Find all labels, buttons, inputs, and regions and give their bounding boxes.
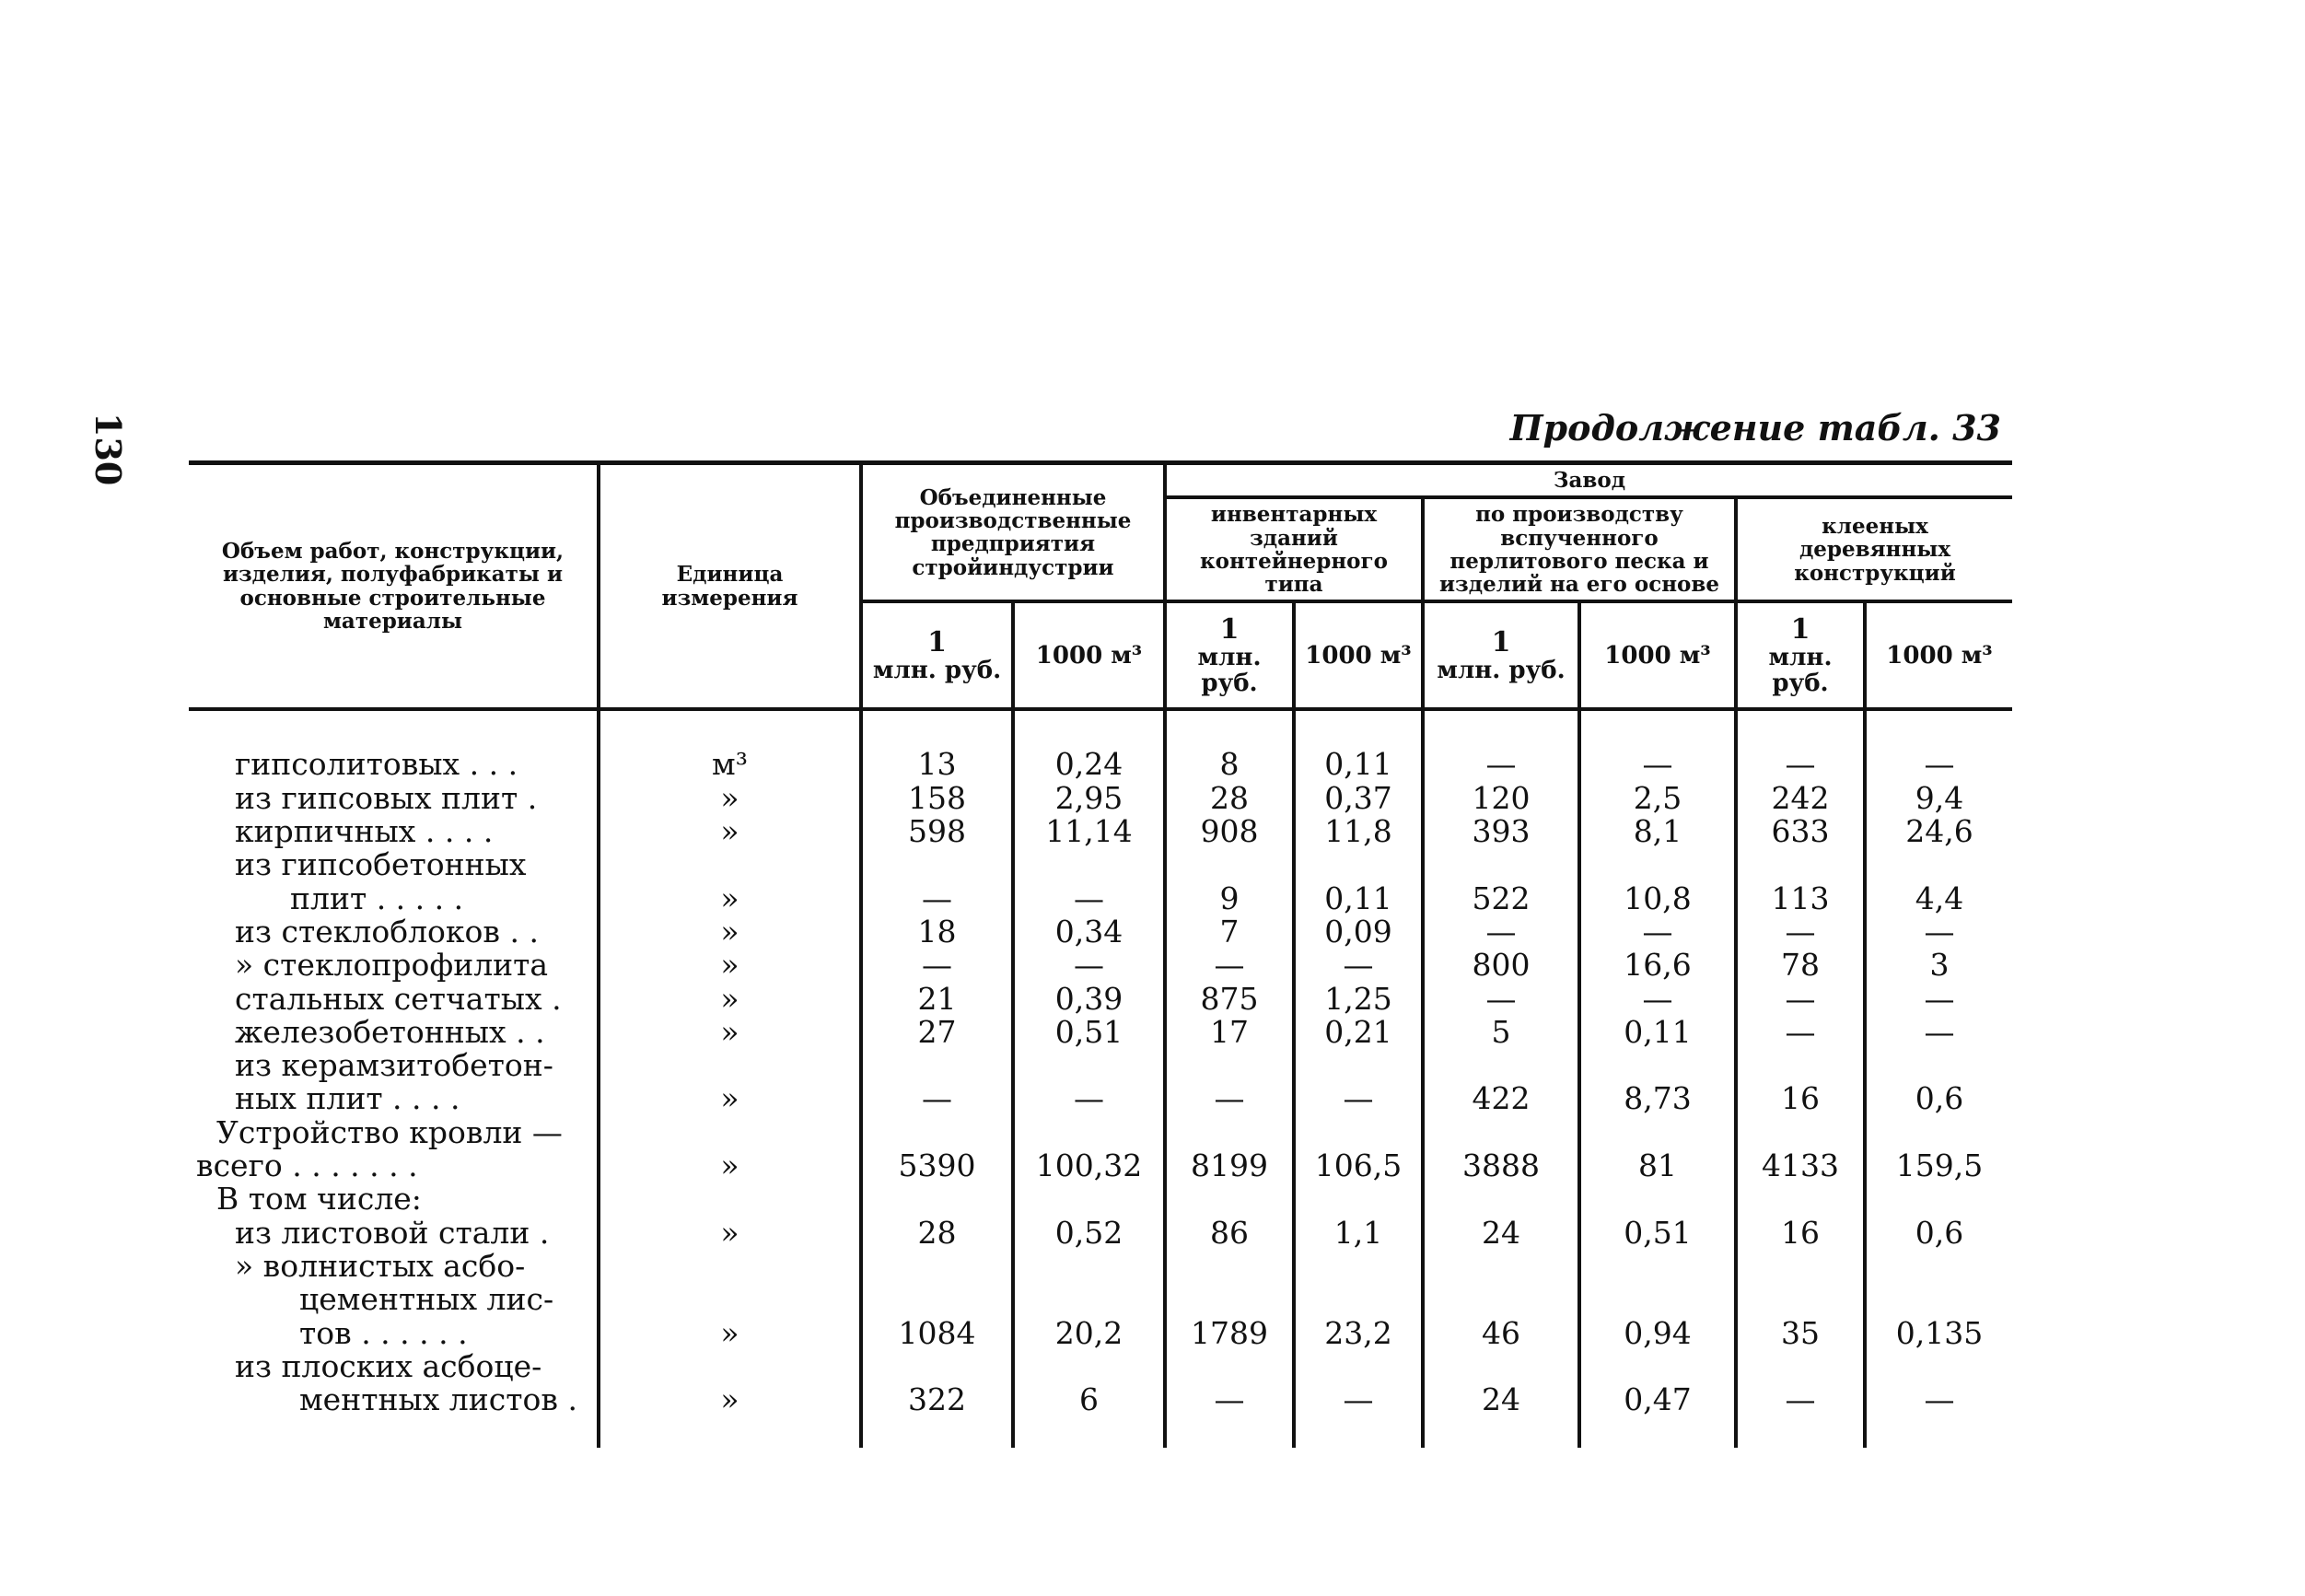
table-row xyxy=(189,882,2012,915)
cell-inventory-volume: 0,11 xyxy=(1294,709,1423,781)
cell-glued-volume: — xyxy=(1865,915,2012,949)
cell-perlite-volume: 8,1 xyxy=(1579,815,1736,848)
cell-united-volume: 20,2 xyxy=(1013,1317,1165,1350)
cell-inventory-money: 86 xyxy=(1165,1217,1294,1250)
cell-united-money: — xyxy=(861,882,1013,915)
cell-perlite-volume xyxy=(1579,1283,1736,1316)
cell-glued-money: 633 xyxy=(1736,815,1865,848)
cell-perlite-money: 393 xyxy=(1423,815,1579,848)
cell-inventory-volume: 0,21 xyxy=(1294,1016,1423,1049)
cell-unit xyxy=(599,848,861,881)
cell-inventory-money: 8199 xyxy=(1165,1149,1294,1182)
header-plant-inventory-buildings: инвентарных зданий контейнерного типа xyxy=(1165,497,1423,601)
cell-item-name: ментных листов . xyxy=(189,1383,599,1448)
cell-inventory-volume: 11,8 xyxy=(1294,815,1423,848)
cell-perlite-money: 3888 xyxy=(1423,1149,1579,1182)
cell-perlite-volume: 0,11 xyxy=(1579,1016,1736,1049)
cell-inventory-money xyxy=(1165,1250,1294,1283)
cell-inventory-money xyxy=(1165,1283,1294,1316)
cell-item-name: всего . . . . . . . xyxy=(189,1149,599,1182)
table-row xyxy=(189,1350,2012,1383)
cell-glued-volume: 0,6 xyxy=(1865,1217,2012,1250)
cell-unit: м³ xyxy=(599,709,861,781)
cell-inventory-money xyxy=(1165,1350,1294,1383)
cell-united-money: 13 xyxy=(861,709,1013,781)
table-row xyxy=(189,782,2012,815)
cell-perlite-volume xyxy=(1579,1350,1736,1383)
cell-inventory-volume: — xyxy=(1294,949,1423,982)
cell-perlite-money: 24 xyxy=(1423,1217,1579,1250)
cell-glued-money xyxy=(1736,1250,1865,1283)
cell-inventory-volume xyxy=(1294,1250,1423,1283)
cell-glued-volume: 0,135 xyxy=(1865,1317,2012,1350)
cell-united-volume: 2,95 xyxy=(1013,782,1165,815)
cell-perlite-volume: 16,6 xyxy=(1579,949,1736,982)
cell-perlite-money: 24 xyxy=(1423,1383,1579,1448)
table-row xyxy=(189,1149,2012,1182)
header-unit: Единица измерения xyxy=(599,463,861,710)
cell-glued-money: 35 xyxy=(1736,1317,1865,1350)
table-row xyxy=(189,1283,2012,1316)
cell-perlite-money: 120 xyxy=(1423,782,1579,815)
cell-inventory-money xyxy=(1165,1116,1294,1149)
cell-perlite-money: — xyxy=(1423,983,1579,1016)
cell-united-volume xyxy=(1013,1182,1165,1216)
cell-united-volume xyxy=(1013,1116,1165,1149)
cell-glued-money: 4133 xyxy=(1736,1149,1865,1182)
cell-united-volume: 0,39 xyxy=(1013,983,1165,1016)
cell-perlite-volume: — xyxy=(1579,709,1736,781)
cell-perlite-money: 5 xyxy=(1423,1016,1579,1049)
cell-unit: » xyxy=(599,1082,861,1115)
cell-glued-money xyxy=(1736,1182,1865,1216)
cell-inventory-volume: 0,37 xyxy=(1294,782,1423,815)
table-row xyxy=(189,709,2012,781)
cell-unit: » xyxy=(599,1149,861,1182)
subheader-volume: 1000 м³ xyxy=(1579,601,1736,709)
cell-perlite-money xyxy=(1423,1350,1579,1383)
cell-united-volume xyxy=(1013,1049,1165,1082)
cell-perlite-money: — xyxy=(1423,915,1579,949)
cell-inventory-volume: — xyxy=(1294,1383,1423,1448)
table-continuation-caption: Продолжение табл. 33 xyxy=(1509,407,2001,449)
cell-inventory-money xyxy=(1165,1049,1294,1082)
cell-unit xyxy=(599,1182,861,1216)
subheader-volume: 1000 м³ xyxy=(1865,601,2012,709)
cell-perlite-volume: — xyxy=(1579,915,1736,949)
table-row xyxy=(189,1049,2012,1082)
cell-inventory-money: 8 xyxy=(1165,709,1294,781)
cell-united-money: 158 xyxy=(861,782,1013,815)
cell-inventory-volume: — xyxy=(1294,1082,1423,1115)
cell-glued-money: — xyxy=(1736,709,1865,781)
cell-inventory-volume: 23,2 xyxy=(1294,1317,1423,1350)
cell-inventory-volume: 106,5 xyxy=(1294,1149,1423,1182)
cell-item-name: Устройство кровли — xyxy=(189,1116,599,1149)
cell-unit xyxy=(599,1116,861,1149)
cell-glued-money: — xyxy=(1736,915,1865,949)
cell-united-money xyxy=(861,1250,1013,1283)
cell-perlite-money: — xyxy=(1423,709,1579,781)
table-row xyxy=(189,1217,2012,1250)
cell-inventory-volume xyxy=(1294,1283,1423,1316)
cell-perlite-money xyxy=(1423,848,1579,881)
table-row xyxy=(189,949,2012,982)
cell-glued-money xyxy=(1736,848,1865,881)
cell-united-money xyxy=(861,1049,1013,1082)
cell-united-money: 27 xyxy=(861,1016,1013,1049)
cell-unit: » xyxy=(599,1317,861,1350)
cell-item-name: тов . . . . . . xyxy=(189,1317,599,1350)
cell-perlite-volume: 81 xyxy=(1579,1149,1736,1182)
data-table xyxy=(189,460,2012,1448)
cell-united-volume: 0,34 xyxy=(1013,915,1165,949)
subheader-money: 1 млн. руб. xyxy=(1165,601,1294,709)
cell-perlite-volume xyxy=(1579,1250,1736,1283)
cell-united-money: — xyxy=(861,1082,1013,1115)
cell-inventory-money xyxy=(1165,1182,1294,1216)
cell-glued-money: — xyxy=(1736,983,1865,1016)
cell-unit: » xyxy=(599,815,861,848)
cell-item-name: стальных сетчатых . xyxy=(189,983,599,1016)
cell-perlite-money xyxy=(1423,1116,1579,1149)
cell-perlite-money xyxy=(1423,1283,1579,1316)
table-row xyxy=(189,1383,2012,1448)
cell-perlite-money: 46 xyxy=(1423,1317,1579,1350)
cell-unit xyxy=(599,1350,861,1383)
cell-glued-volume xyxy=(1865,1350,2012,1383)
cell-united-volume: 11,14 xyxy=(1013,815,1165,848)
cell-united-money: 18 xyxy=(861,915,1013,949)
cell-glued-volume xyxy=(1865,1283,2012,1316)
table-row xyxy=(189,1082,2012,1115)
cell-glued-volume: 159,5 xyxy=(1865,1149,2012,1182)
cell-inventory-volume xyxy=(1294,1182,1423,1216)
cell-united-volume: — xyxy=(1013,949,1165,982)
cell-perlite-money xyxy=(1423,1250,1579,1283)
cell-perlite-volume xyxy=(1579,848,1736,881)
subheader-volume: 1000 м³ xyxy=(1294,601,1423,709)
cell-united-money xyxy=(861,1182,1013,1216)
cell-item-name: » волнистых асбо- xyxy=(189,1250,599,1283)
cell-glued-money xyxy=(1736,1350,1865,1383)
table-row xyxy=(189,1116,2012,1149)
subheader-money: 1 млн. руб. xyxy=(1736,601,1865,709)
cell-united-volume: 100,32 xyxy=(1013,1149,1165,1182)
cell-perlite-money: 800 xyxy=(1423,949,1579,982)
cell-glued-volume xyxy=(1865,1116,2012,1149)
cell-glued-money xyxy=(1736,1049,1865,1082)
cell-item-name: » стеклопрофилита xyxy=(189,949,599,982)
table-row xyxy=(189,848,2012,881)
cell-united-volume: 6 xyxy=(1013,1383,1165,1448)
subheader-money: 1 млн. руб. xyxy=(1423,601,1579,709)
cell-united-money xyxy=(861,1116,1013,1149)
header-plant-glued-timber: клееных деревянных конструкций xyxy=(1736,497,2012,601)
cell-united-volume: 0,51 xyxy=(1013,1016,1165,1049)
table-body xyxy=(189,709,2012,1448)
cell-united-volume xyxy=(1013,1250,1165,1283)
cell-united-volume xyxy=(1013,1283,1165,1316)
cell-glued-money: 242 xyxy=(1736,782,1865,815)
cell-inventory-money: 17 xyxy=(1165,1016,1294,1049)
cell-glued-money xyxy=(1736,1116,1865,1149)
cell-perlite-volume xyxy=(1579,1182,1736,1216)
cell-perlite-volume: 0,94 xyxy=(1579,1317,1736,1350)
cell-perlite-volume xyxy=(1579,1116,1736,1149)
table-row xyxy=(189,815,2012,848)
cell-glued-volume: 4,4 xyxy=(1865,882,2012,915)
cell-glued-volume: 0,6 xyxy=(1865,1082,2012,1115)
cell-glued-volume xyxy=(1865,1049,2012,1082)
cell-item-name: гипсолитовых . . . xyxy=(189,709,599,781)
cell-inventory-volume xyxy=(1294,1049,1423,1082)
cell-inventory-volume xyxy=(1294,1116,1423,1149)
cell-united-money: 5390 xyxy=(861,1149,1013,1182)
cell-inventory-money: 28 xyxy=(1165,782,1294,815)
cell-item-name: В том числе: xyxy=(189,1182,599,1216)
cell-perlite-money: 422 xyxy=(1423,1082,1579,1115)
cell-item-name: плит . . . . . xyxy=(189,882,599,915)
cell-glued-money: 113 xyxy=(1736,882,1865,915)
cell-united-volume: 0,24 xyxy=(1013,709,1165,781)
cell-item-name: из гипсовых плит . xyxy=(189,782,599,815)
cell-item-name: кирпичных . . . . xyxy=(189,815,599,848)
cell-inventory-money: 9 xyxy=(1165,882,1294,915)
cell-unit xyxy=(599,1283,861,1316)
table-row xyxy=(189,1182,2012,1216)
cell-inventory-volume: 1,25 xyxy=(1294,983,1423,1016)
cell-glued-money: 16 xyxy=(1736,1217,1865,1250)
cell-glued-volume xyxy=(1865,1182,2012,1216)
cell-united-money xyxy=(861,1283,1013,1316)
cell-inventory-money: 875 xyxy=(1165,983,1294,1016)
cell-united-volume xyxy=(1013,1350,1165,1383)
cell-item-name: из стеклоблоков . . xyxy=(189,915,599,949)
cell-perlite-volume: 0,51 xyxy=(1579,1217,1736,1250)
cell-glued-money xyxy=(1736,1283,1865,1316)
cell-united-volume: — xyxy=(1013,882,1165,915)
cell-glued-volume: — xyxy=(1865,1016,2012,1049)
cell-united-money: — xyxy=(861,949,1013,982)
cell-unit xyxy=(599,1250,861,1283)
header-work-volume: Объем работ, конструкции, изделия, полуфабрикаты и основные строительные материалы xyxy=(189,463,599,710)
cell-inventory-money: — xyxy=(1165,1082,1294,1115)
cell-perlite-volume: 10,8 xyxy=(1579,882,1736,915)
cell-perlite-volume: 2,5 xyxy=(1579,782,1736,815)
cell-item-name: из листовой стали . xyxy=(189,1217,599,1250)
cell-unit xyxy=(599,1049,861,1082)
table-row xyxy=(189,915,2012,949)
cell-glued-volume: — xyxy=(1865,709,2012,781)
cell-perlite-volume: 8,73 xyxy=(1579,1082,1736,1115)
cell-item-name: цементных лис- xyxy=(189,1283,599,1316)
cell-glued-money: 78 xyxy=(1736,949,1865,982)
cell-glued-volume xyxy=(1865,848,2012,881)
cell-item-name: железобетонных . . xyxy=(189,1016,599,1049)
cell-united-volume: — xyxy=(1013,1082,1165,1115)
header-plant-perlite: по производству вспученного перлитового песка и изделий на его основе xyxy=(1423,497,1736,601)
cell-unit: » xyxy=(599,1217,861,1250)
cell-inventory-money: — xyxy=(1165,949,1294,982)
cell-perlite-volume xyxy=(1579,1049,1736,1082)
cell-inventory-money: 1789 xyxy=(1165,1317,1294,1350)
cell-perlite-money xyxy=(1423,1049,1579,1082)
cell-glued-money: — xyxy=(1736,1383,1865,1448)
cell-inventory-money: 908 xyxy=(1165,815,1294,848)
cell-perlite-money xyxy=(1423,1182,1579,1216)
cell-glued-volume xyxy=(1865,1250,2012,1283)
cell-glued-volume: 3 xyxy=(1865,949,2012,982)
cell-inventory-volume xyxy=(1294,848,1423,881)
cell-glued-money: — xyxy=(1736,1016,1865,1049)
cell-united-volume xyxy=(1013,848,1165,881)
subheader-volume: 1000 м³ xyxy=(1013,601,1165,709)
cell-item-name: из керамзитобетон- xyxy=(189,1049,599,1082)
cell-unit: » xyxy=(599,983,861,1016)
cell-united-money: 322 xyxy=(861,1383,1013,1448)
cell-unit: » xyxy=(599,949,861,982)
cell-inventory-volume xyxy=(1294,1350,1423,1383)
cell-perlite-volume: 0,47 xyxy=(1579,1383,1736,1448)
cell-perlite-volume: — xyxy=(1579,983,1736,1016)
cell-inventory-money: — xyxy=(1165,1383,1294,1448)
cell-inventory-volume: 0,11 xyxy=(1294,882,1423,915)
cell-glued-volume: 24,6 xyxy=(1865,815,2012,848)
table-row xyxy=(189,1250,2012,1283)
cell-inventory-money xyxy=(1165,848,1294,881)
table-row xyxy=(189,1016,2012,1049)
cell-item-name: из плоских асбоце- xyxy=(189,1350,599,1383)
cell-united-money: 28 xyxy=(861,1217,1013,1250)
cell-united-volume: 0,52 xyxy=(1013,1217,1165,1250)
cell-united-money: 1084 xyxy=(861,1317,1013,1350)
cell-inventory-volume: 0,09 xyxy=(1294,915,1423,949)
table-row xyxy=(189,1317,2012,1350)
cell-united-money xyxy=(861,848,1013,881)
cell-item-name: из гипсобетонных xyxy=(189,848,599,881)
cell-item-name: ных плит . . . . xyxy=(189,1082,599,1115)
header-plants: Завод xyxy=(1165,463,2012,498)
subheader-money: 1 млн. руб. xyxy=(861,601,1013,709)
cell-unit: » xyxy=(599,915,861,949)
cell-perlite-money: 522 xyxy=(1423,882,1579,915)
cell-unit: » xyxy=(599,1016,861,1049)
cell-united-money xyxy=(861,1350,1013,1383)
cell-united-money: 598 xyxy=(861,815,1013,848)
cell-inventory-money: 7 xyxy=(1165,915,1294,949)
cell-unit: » xyxy=(599,1383,861,1448)
cell-inventory-volume: 1,1 xyxy=(1294,1217,1423,1250)
page-number: 130 xyxy=(87,413,129,486)
table-row xyxy=(189,983,2012,1016)
cell-glued-volume: — xyxy=(1865,983,2012,1016)
cell-glued-volume: — xyxy=(1865,1383,2012,1448)
cell-glued-money: 16 xyxy=(1736,1082,1865,1115)
header-united-enterprises: Объединенные производственные предприятия стройиндустрии xyxy=(861,463,1165,602)
cell-united-money: 21 xyxy=(861,983,1013,1016)
cell-unit: » xyxy=(599,782,861,815)
cell-unit: » xyxy=(599,882,861,915)
cell-glued-volume: 9,4 xyxy=(1865,782,2012,815)
